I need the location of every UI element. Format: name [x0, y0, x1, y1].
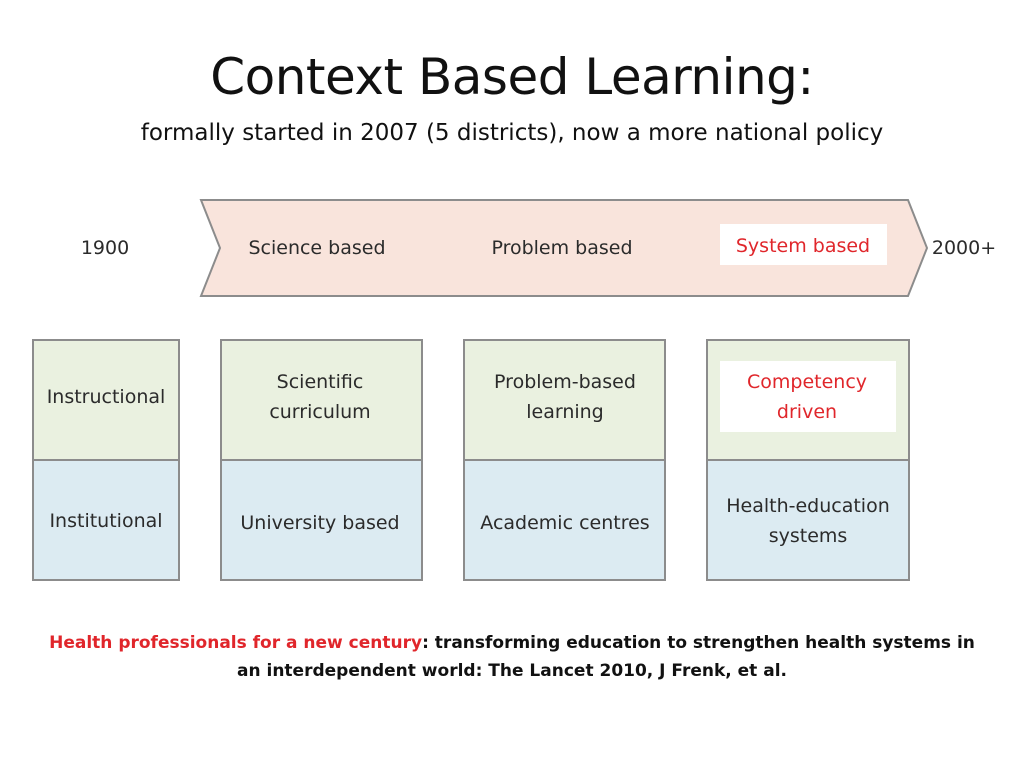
column-3-top-label-line2: learning: [526, 401, 604, 423]
column-2-top-label-line1: Scientific: [276, 371, 364, 393]
timeline-start-label: 1900: [80, 237, 130, 259]
column-2-top-label-line2: curriculum: [269, 401, 371, 423]
slide-subtitle: formally started in 2007 (5 districts), now a more national policy: [140, 120, 884, 146]
column-4-top-label-line1: Competency: [746, 371, 868, 393]
column-4-bottom-label-line2: systems: [768, 525, 848, 547]
column-problem-based: [464, 340, 665, 580]
column-competency: [707, 340, 909, 580]
column-4-top-label-line2: driven: [776, 401, 838, 423]
stage-science-based: Science based: [248, 237, 386, 259]
column-1-bottom-label: Institutional: [49, 510, 163, 532]
citation-line1-rest: : transforming education to strengthen health systems in: [422, 633, 975, 653]
column-scientific: [221, 340, 422, 580]
column-3-bottom-label: Academic centres: [480, 512, 650, 534]
citation-caption: [30, 629, 994, 685]
stage-problem-based: Problem based: [491, 237, 633, 259]
citation-title-highlight: Health professionals for a new century: [49, 633, 423, 653]
column-4-bottom-label-line1: Health-education: [726, 495, 890, 517]
column-4-bottom-cell: [707, 460, 909, 580]
column-3-top-label-line1: Problem-based: [494, 371, 636, 393]
column-instructional: [33, 340, 179, 580]
citation-line2: an interdependent world: The Lancet 2010, J Frenk, et al.: [237, 661, 787, 681]
timeline-end-label: 2000+: [931, 237, 997, 259]
column-2-bottom-label: University based: [240, 512, 400, 534]
column-2-top-cell: [221, 340, 422, 460]
slide-title: Context Based Learning:: [210, 48, 814, 106]
column-3-top-cell: [464, 340, 665, 460]
column-1-top-label: Instructional: [46, 386, 166, 408]
stage-system-based: System based: [735, 235, 871, 257]
